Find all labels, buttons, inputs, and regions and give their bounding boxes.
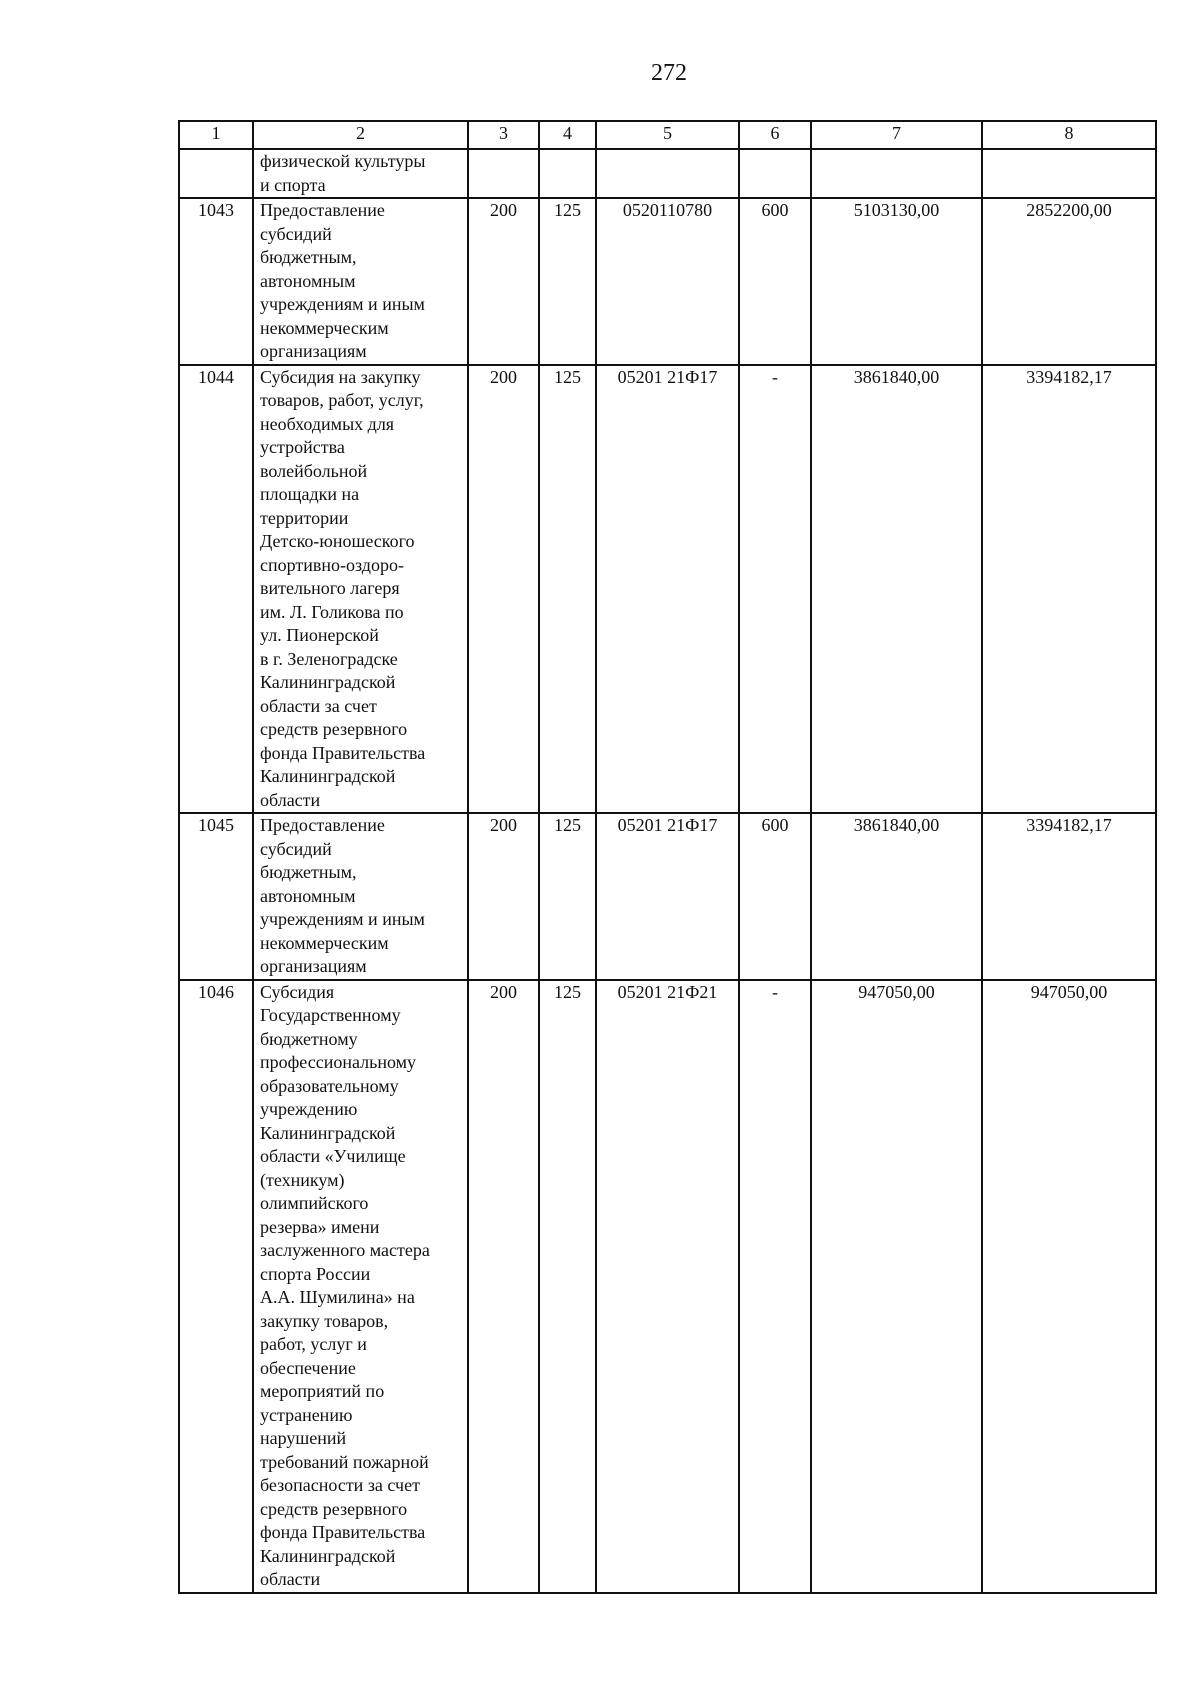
row-number-cell: 1044: [179, 365, 253, 814]
executed-amount-cell: [982, 149, 1156, 198]
table-row: [179, 365, 1156, 814]
description-line: области «Училище: [260, 1146, 406, 1166]
column-header: 3: [468, 121, 539, 149]
column-header: 8: [982, 121, 1156, 149]
ministry-code-cell: 200: [468, 365, 539, 814]
description-line: некоммерческим: [260, 932, 389, 953]
description-line: закупку товаров,: [260, 1310, 389, 1331]
description-line: ул. Пионерской: [260, 625, 379, 645]
description-line: Калининградской: [260, 672, 396, 692]
description-line: Калининградской: [260, 766, 396, 786]
description-line: средств резервного: [260, 1498, 408, 1519]
description-line: организациям: [260, 341, 367, 361]
executed-amount-cell: 3394182,17: [982, 813, 1156, 980]
description-line: А.А. Шумилина» на: [260, 1287, 415, 1307]
description-line: образовательному: [260, 1075, 399, 1096]
description-line: физической культуры: [260, 151, 426, 171]
description-line: бюджетным,: [260, 247, 357, 267]
page-number: 272: [651, 60, 687, 86]
description-line: мероприятий по: [260, 1381, 385, 1401]
description-line: Калининградской: [260, 1545, 396, 1566]
header-row: [179, 121, 1156, 149]
description-line: учреждению: [260, 1099, 358, 1119]
planned-amount-cell: 947050,00: [811, 980, 982, 1593]
description-line: и спорта: [260, 174, 326, 195]
description-line: средств резервного: [260, 719, 408, 739]
row-number-cell: 1043: [179, 198, 253, 365]
description-line: волейбольной: [260, 460, 368, 481]
column-header: 4: [539, 121, 596, 149]
description-line: площадки на: [260, 484, 360, 504]
description-line: субсидий: [260, 223, 332, 244]
executed-amount-cell: 2852200,00: [982, 198, 1156, 365]
description-line: спорта России: [260, 1263, 371, 1284]
target-article-cell: 0520110780: [596, 198, 739, 365]
description-line: организациям: [260, 956, 367, 976]
description-line: автономным: [260, 270, 356, 291]
description-line: устранению: [260, 1404, 353, 1425]
description-cell: [253, 980, 468, 1593]
description-line: некоммерческим: [260, 317, 389, 338]
description-line: нарушений: [260, 1428, 347, 1448]
section-code-cell: 125: [539, 365, 596, 814]
row-number-cell: 1045: [179, 813, 253, 980]
description-line: обеспечение: [260, 1357, 356, 1378]
description-line: профессиональному: [260, 1052, 416, 1072]
executed-amount-cell: 3394182,17: [982, 365, 1156, 814]
planned-amount-cell: 3861840,00: [811, 365, 982, 814]
description-line: в г. Зеленоградске: [260, 648, 398, 669]
column-header: 7: [811, 121, 982, 149]
budget-table: [178, 120, 1157, 1594]
description-line: фонда Правительства: [260, 1522, 426, 1542]
description-line: учреждениям и иным: [260, 909, 425, 929]
description-line: Детско-юношеского: [260, 531, 415, 551]
description-line: олимпийского: [260, 1193, 369, 1213]
target-article-cell: 05201 21Ф17: [596, 813, 739, 980]
ministry-code-cell: 200: [468, 980, 539, 1593]
description-line: территории: [260, 507, 349, 528]
section-code-cell: [539, 149, 596, 198]
description-cell: [253, 365, 468, 814]
description-cell: [253, 198, 468, 365]
target-article-cell: 05201 21Ф17: [596, 365, 739, 814]
executed-amount-cell: 947050,00: [982, 980, 1156, 1593]
description-line: субсидий: [260, 838, 332, 859]
column-header: 5: [596, 121, 739, 149]
column-header: 1: [179, 121, 253, 149]
planned-amount-cell: 5103130,00: [811, 198, 982, 365]
ministry-code-cell: 200: [468, 813, 539, 980]
description-line: необходимых для: [260, 413, 395, 434]
description-line: безопасности за счет: [260, 1475, 420, 1495]
column-header: 2: [253, 121, 468, 149]
ministry-code-cell: 200: [468, 198, 539, 365]
description-line: фонда Правительства: [260, 742, 426, 763]
description-line: Государственному: [260, 1005, 401, 1025]
description-line: Калининградской: [260, 1122, 396, 1143]
description-line: области: [260, 1569, 321, 1589]
description-line: бюджетному: [260, 1028, 358, 1049]
description-line: Предоставление: [260, 815, 385, 835]
description-line: устройства: [260, 437, 345, 457]
row-number-cell: [179, 149, 253, 198]
description-line: бюджетным,: [260, 862, 357, 882]
column-header: 6: [739, 121, 811, 149]
expense-type-cell: 600: [739, 198, 811, 365]
ministry-code-cell: [468, 149, 539, 198]
planned-amount-cell: [811, 149, 982, 198]
description-line: (техникум): [260, 1169, 345, 1190]
description-line: Субсидия на закупку: [260, 366, 421, 387]
section-code-cell: 125: [539, 813, 596, 980]
expense-type-cell: 600: [739, 813, 811, 980]
description-line: Предоставление: [260, 200, 385, 220]
description-line: области: [260, 789, 321, 810]
table-row: [179, 149, 1156, 198]
description-line: Субсидия: [260, 981, 335, 1002]
description-line: резерва» имени: [260, 1216, 380, 1237]
section-code-cell: 125: [539, 980, 596, 1593]
description-line: вительного лагеря: [260, 578, 400, 598]
expense-type-cell: -: [739, 980, 811, 1593]
description-line: требований пожарной: [260, 1451, 429, 1472]
description-line: спортивно-оздоро-: [260, 554, 404, 575]
description-line: работ, услуг и: [260, 1334, 367, 1354]
target-article-cell: 05201 21Ф21: [596, 980, 739, 1593]
description-line: товаров, работ, услуг,: [260, 390, 424, 410]
expense-type-cell: [739, 149, 811, 198]
description-line: автономным: [260, 885, 356, 906]
planned-amount-cell: 3861840,00: [811, 813, 982, 980]
description-line: заслуженного мастера: [260, 1240, 430, 1260]
table-row: [179, 813, 1156, 980]
expense-type-cell: -: [739, 365, 811, 814]
description-line: области за счет: [260, 695, 377, 716]
description-line: им. Л. Голикова по: [260, 601, 404, 622]
section-code-cell: 125: [539, 198, 596, 365]
description-line: учреждениям и иным: [260, 294, 425, 314]
description-cell: [253, 813, 468, 980]
description-cell: [253, 149, 468, 198]
table-body: [179, 149, 1156, 1593]
target-article-cell: [596, 149, 739, 198]
table-row: [179, 198, 1156, 365]
row-number-cell: 1046: [179, 980, 253, 1593]
table-row: [179, 980, 1156, 1593]
